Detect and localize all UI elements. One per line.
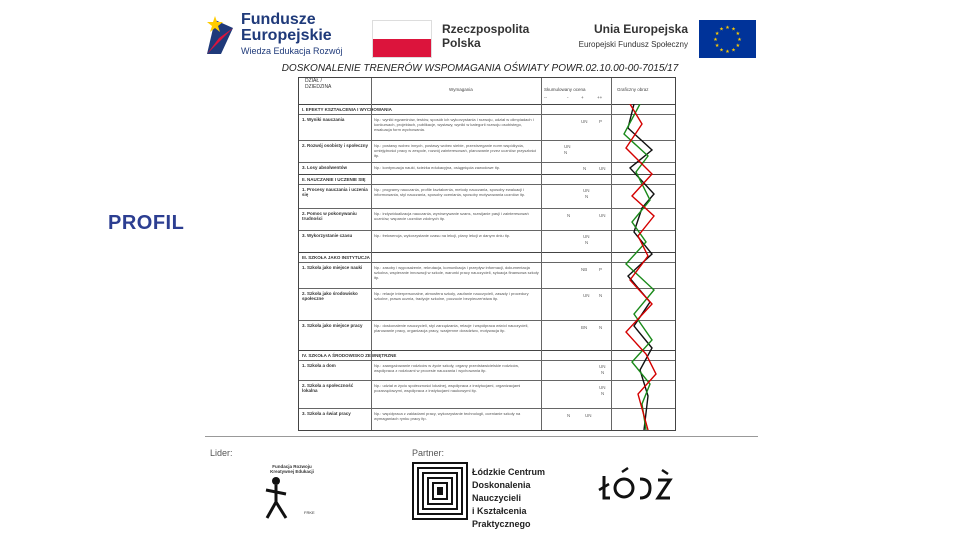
criterion-label: 3. Losy absolwentów	[302, 165, 348, 170]
criterion-desc: Np.: współpraca z zakładami pracy, wykorzystanie technologii, ocenianie szkoły na wymaganiach rynku pracy itp.	[374, 411, 521, 421]
section-title: II. NAUCZANIE I UCZENIE SIĘ	[302, 177, 366, 182]
profile-lines-graph	[612, 104, 674, 430]
project-subtitle: DOSKONALENIE TRENERÓW WSPOMAGANIA OŚWIATY POWR.02.10.00-00-7015/17	[281, 63, 679, 74]
svg-text:★: ★	[731, 47, 736, 54]
rating-code: UN	[583, 293, 590, 298]
rating-code: N	[564, 150, 568, 155]
scale-mark: -	[567, 95, 569, 100]
partner-label: Partner:	[412, 448, 445, 458]
fe-line2: Europejskie	[241, 27, 332, 44]
criterion-label: 1. Wyniki nauczania	[302, 117, 345, 122]
criterion-label: 2. Szkoła a społeczność lokalna	[302, 383, 354, 393]
rating-code: N	[567, 413, 571, 418]
criterion-desc: Np.: programy nauczania, profile kształcenia, metody nauczania, sposoby ewaluacji i informowania, styl nauczania, sposoby oceniania, sposoby motywowania uczniów itp.	[374, 187, 526, 197]
profile-form-sheet	[298, 77, 676, 431]
criterion-label: 1. Szkoła a dom	[302, 363, 336, 368]
fe-star-icon	[203, 14, 237, 58]
unia-europejska-logo	[570, 18, 760, 60]
scale-mark: ++	[597, 95, 603, 100]
section-title: I. EFEKTY KSZTAŁCENIA I WYCHOWANIA	[302, 107, 392, 112]
fundacja-line2: Kreatywnej Edukacji	[270, 469, 314, 474]
walking-figure-icon	[264, 476, 290, 520]
rating-code: P	[599, 267, 603, 272]
rating-code: UN	[599, 385, 606, 390]
rating-code: N	[599, 293, 603, 298]
section-title: III. SZKOŁA JAKO INSTYTUCJA	[302, 255, 370, 260]
rating-code: N	[599, 325, 603, 330]
criterion-label: 2. Pomoc w pokonywaniu trudności	[302, 211, 357, 221]
rating-code: UN	[599, 364, 606, 369]
criterion-label: 2. Szkoła jako środowisko społeczne	[302, 291, 358, 301]
rating-code: UN	[564, 144, 571, 149]
lcd-line1: Łódzkie Centrum	[472, 467, 546, 477]
lcd-line2: Doskonalenia Nauczycieli	[472, 480, 531, 503]
svg-text:★: ★	[714, 43, 720, 49]
criterion-desc: Np.: zasoby i wyposażenie, rekrutacja, komunikacja i przepływ informacji, dokumentacja szkolna, wspieranie innowacji w szkole, warunki pracy nauczycieli, sytuacja finansowa szkoły itp.	[374, 265, 539, 280]
lodz-wordmark-icon	[596, 466, 676, 506]
col-header-skala: Skumulowany ocena	[544, 87, 586, 92]
col-header-wymagania: Wymagania	[449, 87, 473, 92]
lider-label: Lider:	[210, 448, 233, 458]
scale-mark: --	[544, 95, 547, 100]
column-divider	[541, 78, 542, 430]
form-top-label: DZIAŁ / DZIEDZINA	[305, 78, 332, 90]
criterion-desc: Np.: frekwencja, wykorzystanie czasu na lekcji, plany lekcji w danym dniu itp.	[374, 233, 511, 238]
profil-title: PROFIL	[108, 212, 185, 234]
svg-text:★: ★	[713, 37, 718, 43]
lcdnikp-logo	[412, 462, 572, 529]
rating-code: N	[585, 194, 589, 199]
svg-text:★: ★	[731, 26, 736, 33]
criterion-label: 3. Szkoła a świat pracy	[302, 411, 351, 416]
svg-text:★: ★	[714, 31, 720, 37]
criterion-desc: Np.: postawy wobec innych, postawy wobec siebie, przestrzeganie norm współżycia, umiejętności pracy w zespole, rozwój zainteresowań, planowanie przez uczniów przyszłości itp.	[374, 143, 537, 158]
criterion-desc: Np.: relacje interpersonalne, atmosfera szkoły, zaufanie nauczycieli, zasady i procedury szkolne, prawa ucznia, tradycje szkolne, poczucie bezpieczeństwa itp.	[374, 291, 529, 301]
rating-code: N	[601, 370, 605, 375]
fundacja-small: FRKE	[304, 510, 315, 515]
rating-code: N	[583, 166, 587, 171]
svg-text:★: ★	[737, 37, 742, 43]
criterion-desc: Np.: wyniki egzaminów, testów, sposób ich wykorzystania i rozwoju, udział w olimpiadach i konkursach, projektach, publikacje, wystawy, wyniki w kategorii rozwoju osobistego, ewaluacja form wychowania.	[374, 117, 534, 132]
fe-line3: Wiedza Edukacja Rozwój	[241, 46, 343, 56]
rating-code: UN	[599, 166, 606, 171]
rating-code: N	[601, 391, 605, 396]
criterion-desc: Np.: doskonalenie nauczycieli, styl zarządzania, relacje i współpraca wśród nauczycieli, planowanie pracy, organizacja pracy, wzajemne doradztwo, motywacja itp.	[374, 323, 529, 333]
rp-line2: Polska	[442, 36, 481, 50]
rating-code: P	[599, 119, 603, 124]
svg-text:★: ★	[725, 49, 730, 55]
polish-flag-icon	[372, 20, 432, 58]
svg-text:★: ★	[725, 25, 730, 31]
criterion-label: 2. Rozwój osobisty i społeczny	[302, 143, 369, 148]
criterion-desc: Np.: udział w życiu społeczności lokalnej, współpraca z instytucjami, organizacjami pozarządowymi, współpraca z instytucjami naukowymi itp.	[374, 383, 521, 393]
criterion-label: 1. Szkoła jako miejsce nauki	[302, 265, 363, 270]
profile-line-red	[626, 104, 656, 430]
fundusze-europejskie-logo	[203, 12, 348, 60]
scale-mark: +	[581, 95, 584, 100]
lodz-city-logo	[596, 466, 676, 506]
rating-code: UN	[581, 119, 588, 124]
fundacja-logo	[262, 464, 322, 522]
ue-line2: Europejski Fundusz Społeczny	[578, 40, 688, 49]
rating-code: NB	[581, 267, 588, 272]
rating-code: N	[585, 240, 589, 245]
section-title: IV. SZKOŁA A ŚRODOWISKO ZEWNĘTRZNE	[302, 353, 397, 358]
criterion-desc: Np.: zaangażowanie rodziców w życie szkoły, organy przedstawicielskie rodziców, współpraca z rodzicami w procesie nauczania i wychowania itp.	[374, 363, 519, 373]
concentric-squares-icon	[412, 462, 468, 520]
svg-text:★: ★	[719, 26, 724, 33]
rating-code: BN	[581, 325, 588, 330]
footer-divider	[205, 436, 758, 437]
rp-line1: Rzeczpospolita	[442, 22, 530, 36]
rating-code: N	[567, 213, 571, 218]
svg-text:★: ★	[735, 31, 741, 37]
column-divider	[371, 78, 372, 430]
criterion-label: 3. Wykorzystanie czasu	[302, 233, 353, 238]
rating-code: UN	[599, 213, 606, 218]
fundacja-line1: Fundacja Rozwoju	[272, 464, 312, 469]
fe-line1: Fundusze	[241, 11, 316, 28]
ue-line1: Unia Europejska	[593, 22, 688, 36]
criterion-label: 3. Szkoła jako miejsce pracy	[302, 323, 363, 328]
svg-text:★: ★	[735, 43, 741, 49]
rating-code: UN	[583, 234, 590, 239]
col-header-graf: Graficzny obraz	[617, 87, 649, 92]
svg-text:★: ★	[719, 47, 724, 54]
rating-code: UN	[583, 188, 590, 193]
rzeczpospolita-logo	[372, 18, 540, 58]
eu-flag-icon	[699, 20, 756, 58]
criterion-label: 1. Procesy nauczania i uczenia się	[302, 187, 368, 197]
criterion-desc: Np.: kontynuacja nauki, ścieżka edukacyjna, osiągnięcia zawodowe itp.	[374, 165, 501, 170]
rating-code: UN	[585, 413, 592, 418]
lcd-line3: i Kształcenia Praktycznego	[472, 506, 531, 529]
criterion-desc: Np.: indywidualizacja nauczania, wyrównywanie szans, rozwijanie pasji i zainteresowań uczniów, wsparcie uczniów zdolnych itp.	[374, 211, 529, 221]
